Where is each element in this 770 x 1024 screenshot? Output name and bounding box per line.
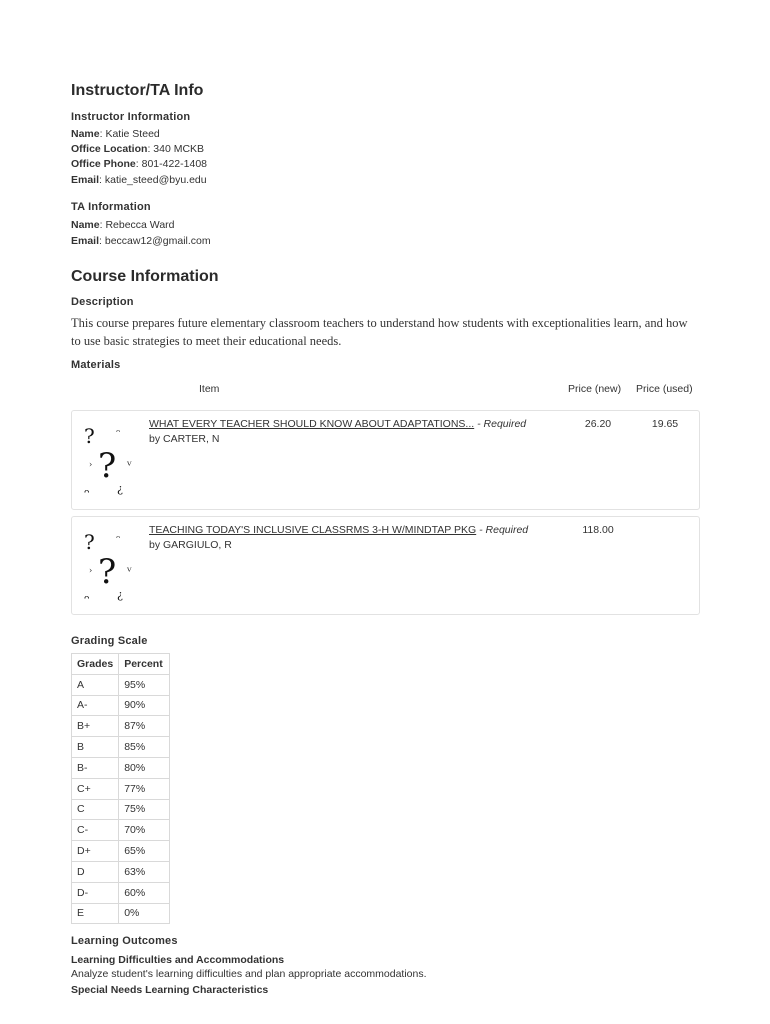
grade-cell: D- bbox=[72, 882, 119, 903]
instructor-info-heading: Instructor Information bbox=[71, 111, 191, 123]
material-title-line bbox=[149, 524, 528, 536]
percent-cell: 70% bbox=[119, 820, 170, 841]
percent-cell: 95% bbox=[119, 674, 170, 695]
email-label: Email bbox=[71, 174, 100, 186]
ta-email-line: Email: beccaw12@gmail.com bbox=[71, 235, 211, 247]
outcome-title: Learning Difficulties and Accommodations bbox=[71, 954, 285, 966]
instructor-office-line: Office Location: 340 MCKB bbox=[71, 143, 205, 155]
outcome-text: Analyze student's learning difficulties and plan appropriate accommodations. bbox=[71, 968, 427, 980]
grade-cell: B- bbox=[72, 757, 119, 778]
svg-text:ᵔ: ᵔ bbox=[116, 533, 121, 546]
material-price-new: 26.20 bbox=[584, 418, 612, 430]
ta-name-line: Name: Rebecca Ward bbox=[71, 219, 175, 231]
missing-book-cover-icon bbox=[82, 419, 134, 495]
required-label: - Required bbox=[477, 418, 527, 430]
ta-email: beccaw12@gmail.com bbox=[104, 235, 211, 247]
instructor-email: katie_steed@byu.edu bbox=[104, 174, 207, 186]
table-row bbox=[72, 757, 170, 778]
table-row bbox=[72, 716, 170, 737]
name-label: Name bbox=[71, 128, 100, 140]
percent-cell: 90% bbox=[119, 695, 170, 716]
table-row bbox=[72, 674, 170, 695]
instructor-ta-heading: Instructor/TA Info bbox=[71, 82, 204, 99]
svg-text:›: › bbox=[89, 460, 93, 469]
instructor-name-line: Name: Katie Steed bbox=[71, 128, 160, 140]
percent-cell: 85% bbox=[119, 737, 170, 758]
instructor-name: Katie Steed bbox=[105, 128, 160, 140]
ta-info-heading: TA Information bbox=[71, 201, 151, 213]
outcome-title: Special Needs Learning Characteristics bbox=[71, 984, 269, 996]
percent-column-header: Percent bbox=[119, 654, 170, 675]
svg-text:ᴖ: ᴖ bbox=[84, 594, 90, 601]
grading-scale-table bbox=[71, 653, 170, 924]
missing-book-cover-icon bbox=[82, 525, 134, 601]
svg-text:¿: ¿ bbox=[117, 482, 123, 495]
table-row bbox=[72, 799, 170, 820]
ta-name: Rebecca Ward bbox=[105, 219, 175, 231]
svg-text:ⱽ: ⱽ bbox=[127, 567, 132, 578]
percent-cell: 60% bbox=[119, 882, 170, 903]
percent-cell: 65% bbox=[119, 841, 170, 862]
material-title-link[interactable]: TEACHING TODAY'S INCLUSIVE CLASSRMS 3-H W/MINDTAP PKG bbox=[149, 524, 477, 536]
materials-col-item: Item bbox=[199, 383, 220, 395]
svg-text:ⱽ: ⱽ bbox=[127, 461, 132, 472]
office-label: Office Location bbox=[71, 143, 148, 155]
material-row bbox=[71, 410, 700, 510]
instructor-email-line: Email: katie_steed@byu.edu bbox=[71, 174, 207, 186]
svg-text:¿: ¿ bbox=[117, 588, 123, 601]
table-row bbox=[72, 778, 170, 799]
grade-cell: D bbox=[72, 861, 119, 882]
grade-cell: B+ bbox=[72, 716, 119, 737]
instructor-phone: 801-422-1408 bbox=[141, 158, 207, 170]
grade-cell: D+ bbox=[72, 841, 119, 862]
percent-cell: 63% bbox=[119, 861, 170, 882]
percent-cell: 0% bbox=[119, 903, 170, 924]
material-title-line bbox=[149, 418, 526, 430]
percent-cell: 80% bbox=[119, 757, 170, 778]
svg-text:?: ? bbox=[84, 530, 95, 554]
learning-outcomes-heading: Learning Outcomes bbox=[71, 935, 178, 947]
percent-cell: 87% bbox=[119, 716, 170, 737]
table-row bbox=[72, 737, 170, 758]
svg-text:ᴖ: ᴖ bbox=[84, 488, 90, 495]
description-heading: Description bbox=[71, 296, 134, 308]
svg-text:?: ? bbox=[84, 424, 95, 448]
required-label: - Required bbox=[479, 524, 529, 536]
materials-col-price-new: Price (new) bbox=[568, 383, 622, 395]
course-info-heading: Course Information bbox=[71, 268, 219, 285]
grade-cell: A- bbox=[72, 695, 119, 716]
materials-col-price-used: Price (used) bbox=[636, 383, 693, 395]
table-row bbox=[72, 841, 170, 862]
material-author: by CARTER, N bbox=[149, 433, 220, 445]
table-row bbox=[72, 820, 170, 841]
grade-cell: C- bbox=[72, 820, 119, 841]
grade-cell: B bbox=[72, 737, 119, 758]
table-row bbox=[72, 695, 170, 716]
name-label: Name bbox=[71, 219, 100, 231]
svg-text:?: ? bbox=[98, 552, 117, 592]
table-row bbox=[72, 861, 170, 882]
email-label: Email bbox=[71, 235, 100, 247]
grade-cell: C bbox=[72, 799, 119, 820]
svg-text:›: › bbox=[89, 566, 93, 575]
instructor-office: 340 MCKB bbox=[153, 143, 205, 155]
grade-cell: A bbox=[72, 674, 119, 695]
table-row bbox=[72, 903, 170, 924]
grade-cell: C+ bbox=[72, 778, 119, 799]
course-description: This course prepares future elementary classroom teachers to understand how students with exceptionalities learn, and how to use basic strategies to meet their educational needs. bbox=[71, 316, 688, 348]
percent-cell: 75% bbox=[119, 799, 170, 820]
material-price-new: 118.00 bbox=[582, 524, 614, 536]
svg-text:?: ? bbox=[98, 446, 117, 486]
material-author: by GARGIULO, R bbox=[149, 539, 232, 551]
svg-text:ᵔ: ᵔ bbox=[116, 427, 121, 440]
materials-heading: Materials bbox=[71, 359, 121, 371]
instructor-phone-line: Office Phone: 801-422-1408 bbox=[71, 158, 207, 170]
table-row bbox=[72, 882, 170, 903]
material-title-link[interactable]: WHAT EVERY TEACHER SHOULD KNOW ABOUT ADAPTATIONS... bbox=[149, 418, 475, 430]
phone-label: Office Phone bbox=[71, 158, 136, 170]
table-header-row bbox=[72, 654, 170, 675]
material-price-used: 19.65 bbox=[651, 418, 679, 430]
grades-column-header: Grades bbox=[72, 654, 119, 675]
grade-cell: E bbox=[72, 903, 119, 924]
material-row bbox=[71, 516, 700, 615]
percent-cell: 77% bbox=[119, 778, 170, 799]
grading-scale-heading: Grading Scale bbox=[71, 635, 148, 647]
